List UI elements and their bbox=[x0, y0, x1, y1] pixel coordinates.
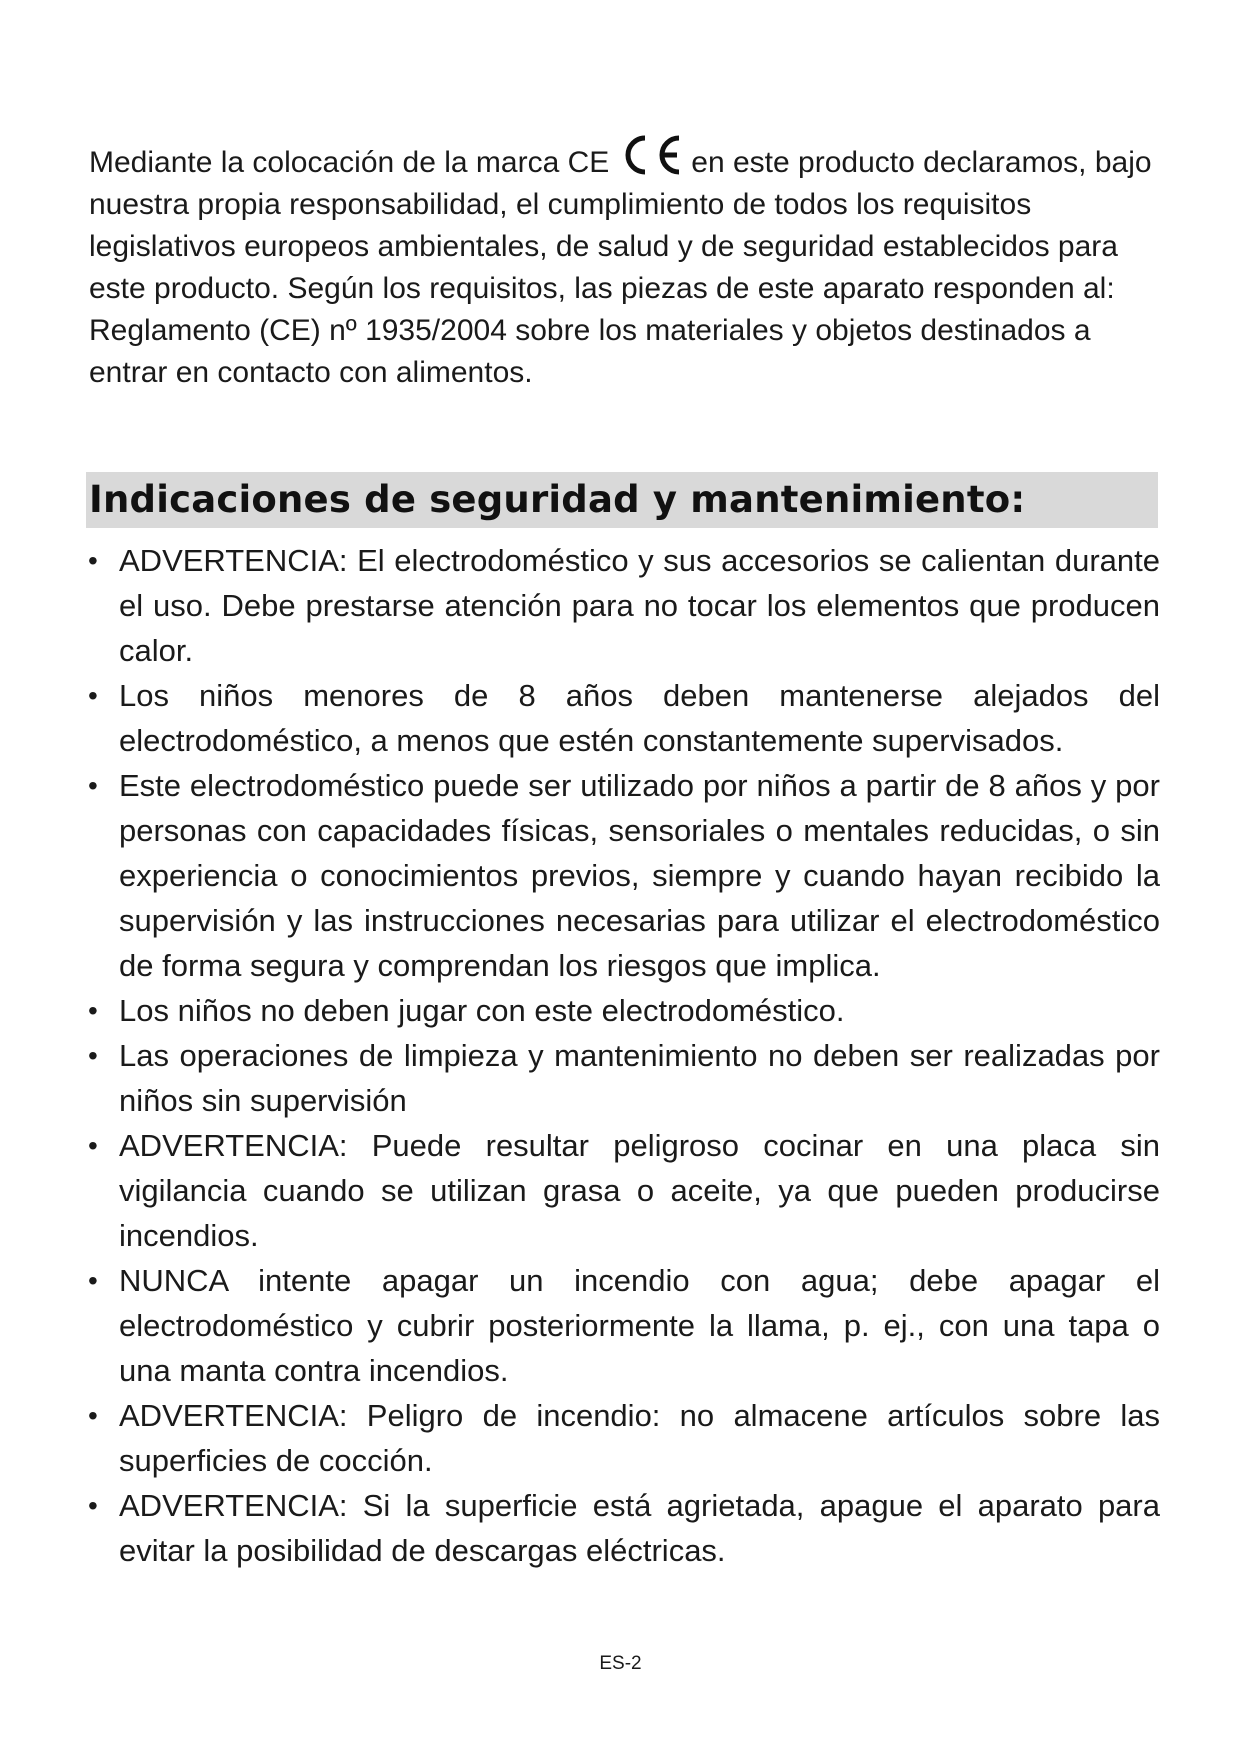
bullet-icon: • bbox=[88, 1265, 98, 1296]
ce-declaration-paragraph bbox=[89, 134, 1169, 394]
list-item-text: ADVERTENCIA: Puede resultar peligroso cocinar en una placa sin vigilancia cuando se utilizan grasa o aceite, ya que pueden producirse incendios. bbox=[119, 1128, 1160, 1253]
list-item-text: Los niños no deben jugar con este electrodoméstico. bbox=[119, 993, 845, 1028]
bullet-icon: • bbox=[88, 545, 98, 576]
list-item bbox=[84, 538, 1160, 673]
list-item bbox=[84, 1033, 1160, 1123]
list-item bbox=[84, 988, 1160, 1033]
safety-instructions-list bbox=[84, 538, 1160, 1573]
list-item bbox=[84, 1393, 1160, 1483]
list-item bbox=[84, 1123, 1160, 1258]
ce-declaration-lead: Mediante la colocación de la marca CE bbox=[89, 146, 610, 179]
bullet-icon: • bbox=[88, 1400, 98, 1431]
bullet-icon: • bbox=[88, 1040, 98, 1071]
bullet-icon: • bbox=[88, 1130, 98, 1161]
list-item bbox=[84, 763, 1160, 988]
bullet-icon: • bbox=[88, 1490, 98, 1521]
list-item-text: NUNCA intente apagar un incendio con agua; debe apagar el electrodoméstico y cubrir posteriormente la llama, p. ej., con una tapa o una manta contra incendios. bbox=[119, 1263, 1160, 1388]
list-item-text: ADVERTENCIA: Peligro de incendio: no almacene artículos sobre las superficies de cocción. bbox=[119, 1398, 1160, 1478]
ce-mark-icon bbox=[619, 134, 685, 176]
list-item-text: Este electrodoméstico puede ser utilizado por niños a partir de 8 años y por personas con capacidades físicas, sensoriales o mentales reducidas, o sin experiencia o conocimientos previos, siempre y cuando hayan recibido la supervisión y las instrucciones necesarias para utilizar el electrodoméstico de forma segura y comprendan los riesgos que implica. bbox=[119, 768, 1160, 983]
list-item-text: ADVERTENCIA: El electrodoméstico y sus accesorios se calientan durante el uso. Debe prestarse atención para no tocar los elementos que producen calor. bbox=[119, 543, 1160, 668]
section-heading: Indicaciones de seguridad y mantenimiento: bbox=[89, 478, 1026, 521]
list-item-text: Los niños menores de 8 años deben mantenerse alejados del electrodoméstico, a menos que estén constantemente supervisados. bbox=[119, 678, 1160, 758]
list-item-text: Las operaciones de limpieza y mantenimiento no deben ser realizadas por niños sin supervisión bbox=[119, 1038, 1160, 1118]
list-item bbox=[84, 1258, 1160, 1393]
ce-declaration-rest: en este producto declaramos, bajo nuestra propia responsabilidad, el cumplimiento de todos los requisitos legislativos europeos ambientales, de salud y de seguridad establecidos para este producto. Según los requisitos, las piezas de este aparato responden al: Reglamento (CE) nº 1935/2004 sobre los materiales y objetos destinados a entrar en contacto con alimentos. bbox=[89, 146, 1152, 389]
list-item bbox=[84, 673, 1160, 763]
bullet-icon: • bbox=[88, 995, 98, 1026]
list-item-text: ADVERTENCIA: Si la superficie está agrietada, apague el aparato para evitar la posibilidad de descargas eléctricas. bbox=[119, 1488, 1160, 1568]
bullet-icon: • bbox=[88, 680, 98, 711]
bullet-icon: • bbox=[88, 770, 98, 801]
list-item bbox=[84, 1483, 1160, 1573]
page-number: ES-2 bbox=[599, 1653, 642, 1674]
